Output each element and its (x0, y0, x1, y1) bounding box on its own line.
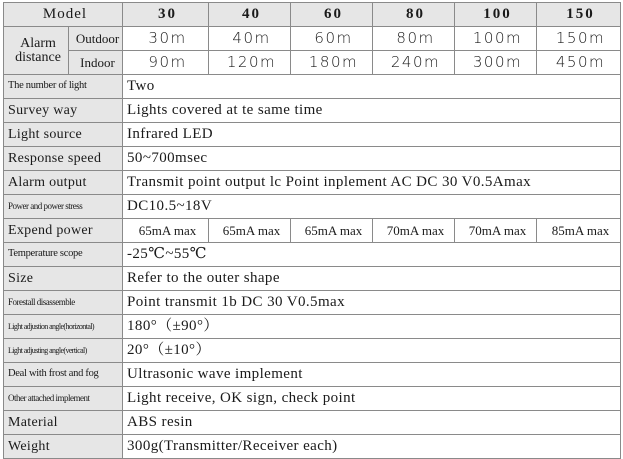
expend-power-value: 65mA max (123, 219, 209, 243)
spec-row (4, 99, 621, 123)
alarm-distance-label (4, 27, 69, 75)
spec-value: Lights covered at te same time (123, 99, 621, 123)
spec-label: Light adjusting angle(vertical) (4, 339, 123, 363)
spec-row (4, 171, 621, 195)
spec-value: -25℃~55℃ (123, 243, 621, 267)
alarm-label-line1: Alarm (20, 35, 56, 51)
expend-power-value: 65mA max (291, 219, 373, 243)
expend-power-row (4, 219, 621, 243)
indoor-value: 90m (123, 51, 209, 75)
spec-label: The number of light (4, 75, 123, 99)
indoor-value: 180m (291, 51, 373, 75)
indoor-label: Indoor (69, 51, 123, 75)
spec-value: Point transmit 1b DC 30 V0.5max (123, 291, 621, 315)
spec-row (4, 435, 621, 459)
alarm-label-line2: distance (15, 49, 61, 65)
spec-row (4, 195, 621, 219)
outdoor-value: 60m (291, 27, 373, 51)
outdoor-label: Outdoor (69, 27, 123, 51)
spec-label: Power and power stress (4, 195, 123, 219)
spec-value: Ultrasonic wave implement (123, 363, 621, 387)
model-label: Model (4, 3, 123, 27)
spec-value: ABS resin (123, 411, 621, 435)
model-header-row (4, 3, 621, 27)
spec-row (4, 363, 621, 387)
indoor-value: 120m (209, 51, 291, 75)
outdoor-value: 100m (455, 27, 537, 51)
model-150: 150 (537, 3, 621, 27)
indoor-value: 240m (373, 51, 455, 75)
spec-value: 20°（±10°） (123, 339, 621, 363)
expend-power-value: 70mA max (455, 219, 537, 243)
spec-label: Deal with frost and fog (4, 363, 123, 387)
spec-label: Forestall disassemble (4, 291, 123, 315)
indoor-value: 300m (455, 51, 537, 75)
spec-value: Refer to the outer shape (123, 267, 621, 291)
spec-row (4, 147, 621, 171)
spec-label: Response speed (4, 147, 123, 171)
outdoor-value: 40m (209, 27, 291, 51)
spec-value: Two (123, 75, 621, 99)
expend-power-label: Expend power (4, 219, 123, 243)
spec-label: Weight (4, 435, 123, 459)
spec-label: Temperature scope (4, 243, 123, 267)
outdoor-value: 150m (537, 27, 621, 51)
spec-value: Light receive, OK sign, check point (123, 387, 621, 411)
expend-power-value: 85mA max (537, 219, 621, 243)
spec-row (4, 315, 621, 339)
spec-value: Infrared LED (123, 123, 621, 147)
outdoor-value: 30m (123, 27, 209, 51)
spec-label: Size (4, 267, 123, 291)
spec-value: 180°（±90°） (123, 315, 621, 339)
spec-table (3, 2, 621, 459)
indoor-value: 450m (537, 51, 621, 75)
spec-label: Survey way (4, 99, 123, 123)
spec-row (4, 291, 621, 315)
spec-value: Transmit point output lc Point inplement AC DC 30 V0.5Amax (123, 171, 621, 195)
spec-label: Alarm output (4, 171, 123, 195)
model-100: 100 (455, 3, 537, 27)
spec-value: 50~700msec (123, 147, 621, 171)
spec-row (4, 267, 621, 291)
expend-power-value: 65mA max (209, 219, 291, 243)
spec-row (4, 339, 621, 363)
spec-label: Light adjustion angle(horizontal) (4, 315, 123, 339)
spec-value: 300g(Transmitter/Receiver each) (123, 435, 621, 459)
expend-power-value: 70mA max (373, 219, 455, 243)
outdoor-row (4, 27, 621, 51)
spec-row (4, 387, 621, 411)
spec-row (4, 75, 621, 99)
spec-row (4, 243, 621, 267)
spec-label: Other attached implement (4, 387, 123, 411)
outdoor-value: 80m (373, 27, 455, 51)
indoor-row (4, 51, 621, 75)
spec-label: Material (4, 411, 123, 435)
spec-label: Light source (4, 123, 123, 147)
model-80: 80 (373, 3, 455, 27)
model-40: 40 (209, 3, 291, 27)
spec-value: DC10.5~18V (123, 195, 621, 219)
model-60: 60 (291, 3, 373, 27)
spec-row (4, 411, 621, 435)
model-30: 30 (123, 3, 209, 27)
spec-row (4, 123, 621, 147)
